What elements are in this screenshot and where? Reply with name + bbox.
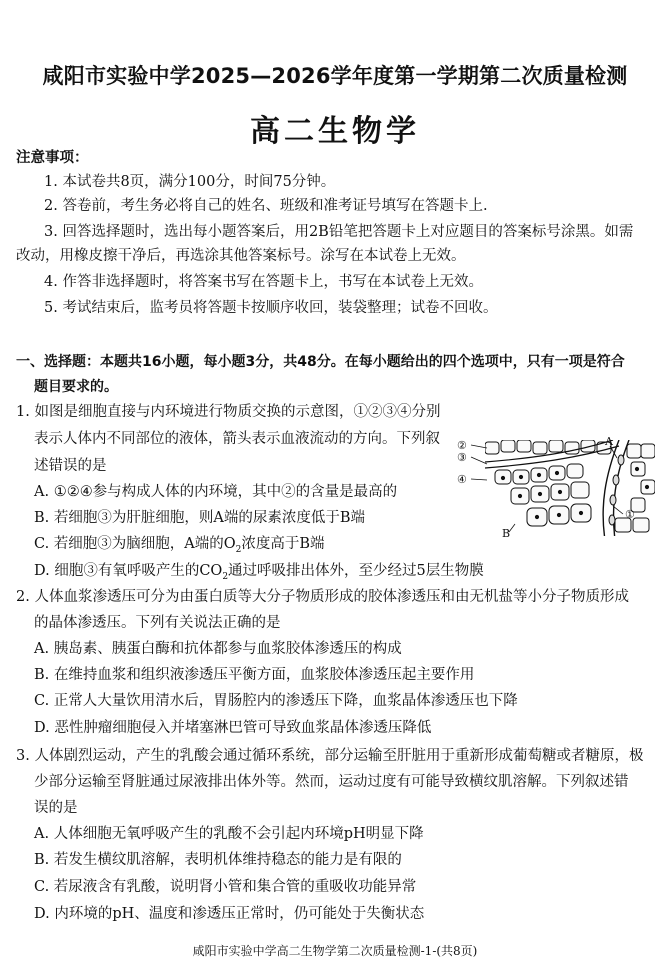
notice-item: 4. 作答非选择题时，将答案书写在答题卡上，书写在本试卷上无效。 <box>44 274 483 290</box>
cell-exchange-diagram <box>455 436 655 540</box>
section-heading: 一、选择题：本题共16小题，每小题3分，共48分。在每小题给出的四个选项中，只有一项是符合 <box>16 354 625 370</box>
subject-title: 高二生物学 <box>250 114 420 149</box>
section-heading-cont: 题目要求的。 <box>34 379 118 395</box>
q3-stem: 少部分运输至肾脏通过尿液排出体外等。然而，运动过度有可能导致横纹肌溶解。下列叙述错 <box>34 774 629 790</box>
exam-title: 咸阳市实验中学2025—2026学年度第一学期第二次质量检测 <box>42 64 628 88</box>
q2-option-d: D. 恶性肿瘤细胞侵入并堵塞淋巴管可导致血浆晶体渗透压降低 <box>34 720 432 736</box>
q1-option-b: B. 若细胞③为肝脏细胞，则A端的尿素浓度低于B端 <box>34 510 365 526</box>
q3-option-d: D. 内环境的pH、温度和渗透压正常时，仍可能处于失衡状态 <box>34 906 425 922</box>
q2-option-b: B. 在维持血浆和组织液渗透压平衡方面，血浆胶体渗透压起主要作用 <box>34 667 475 683</box>
page-footer: 咸阳市实验中学高二生物学第二次质量检测-1-(共8页) <box>192 944 478 958</box>
label-1: ① <box>625 508 635 521</box>
notice-item: 5. 考试结束后，监考员将答题卡按顺序收回，装袋整理；试卷不回收。 <box>44 300 498 316</box>
notice-item: 改动，用橡皮擦干净后，再选涂其他答案标号。涂写在本试卷上无效。 <box>16 248 466 264</box>
notice-item: 1. 本试卷共8页，满分100分，时间75分钟。 <box>44 174 336 190</box>
q3-option-a: A. 人体细胞无氧呼吸产生的乳酸不会引起内环境pH明显下降 <box>34 826 424 842</box>
q2-stem: 2. 人体血浆渗透压可分为由蛋白质等大分子物质形成的胶体渗透压和由无机盐等小分子物质形成 <box>16 589 629 605</box>
q1-stem: 表示人体内不同部位的液体，箭头表示血液流动的方向。下列叙 <box>34 431 440 447</box>
label-3: ③ <box>457 451 467 464</box>
q2-stem: 的晶体渗透压。下列有关说法正确的是 <box>34 615 281 631</box>
q3-option-b: B. 若发生横纹肌溶解，表明机体维持稳态的能力是有限的 <box>34 852 402 868</box>
q1-stem: 1. 如图是细胞直接与内环境进行物质交换的示意图，①②③④分别 <box>16 404 441 420</box>
q3-option-c: C. 若尿液含有乳酸，说明肾小管和集合管的重吸收功能异常 <box>34 879 417 895</box>
q1-option-d: D. 细胞③有氧呼吸产生的$CO_2$通过呼吸排出体外，至少经过5层生物膜 <box>34 563 484 582</box>
notice-item: 2. 答卷前，考生务必将自己的姓名、班级和准考证号填写在答题卡上. <box>44 198 488 214</box>
notice-heading: 注意事项： <box>16 150 89 166</box>
q1-stem: 述错误的是 <box>34 458 107 474</box>
label-B: B <box>502 527 511 540</box>
label-4: ④ <box>457 473 467 486</box>
q2-option-a: A. 胰岛素、胰蛋白酶和抗体都参与血浆胶体渗透压的构成 <box>34 641 402 657</box>
q3-stem: 误的是 <box>34 800 78 816</box>
q3-stem: 3. 人体剧烈运动，产生的乳酸会通过循环系统，部分运输至肝脏用于重新形成葡萄糖或者糖原，极 <box>16 748 644 764</box>
q1-option-a: A. ①②④参与构成人体的内环境，其中②的含量是最高的 <box>34 484 398 500</box>
q2-option-c: C. 正常人大量饮用清水后，胃肠腔内的渗透压下降，血浆晶体渗透压也下降 <box>34 693 518 709</box>
notice-item: 3. 回答选择题时，选出每小题答案后，用2B铅笔把答题卡上对应题目的答案标号涂黑。如需 <box>44 224 634 240</box>
label-2: ② <box>457 439 467 452</box>
q1-option-c: C. 若细胞③为脑细胞，A端的$O_2$浓度高于B端 <box>34 536 325 555</box>
label-A: A <box>605 436 613 448</box>
